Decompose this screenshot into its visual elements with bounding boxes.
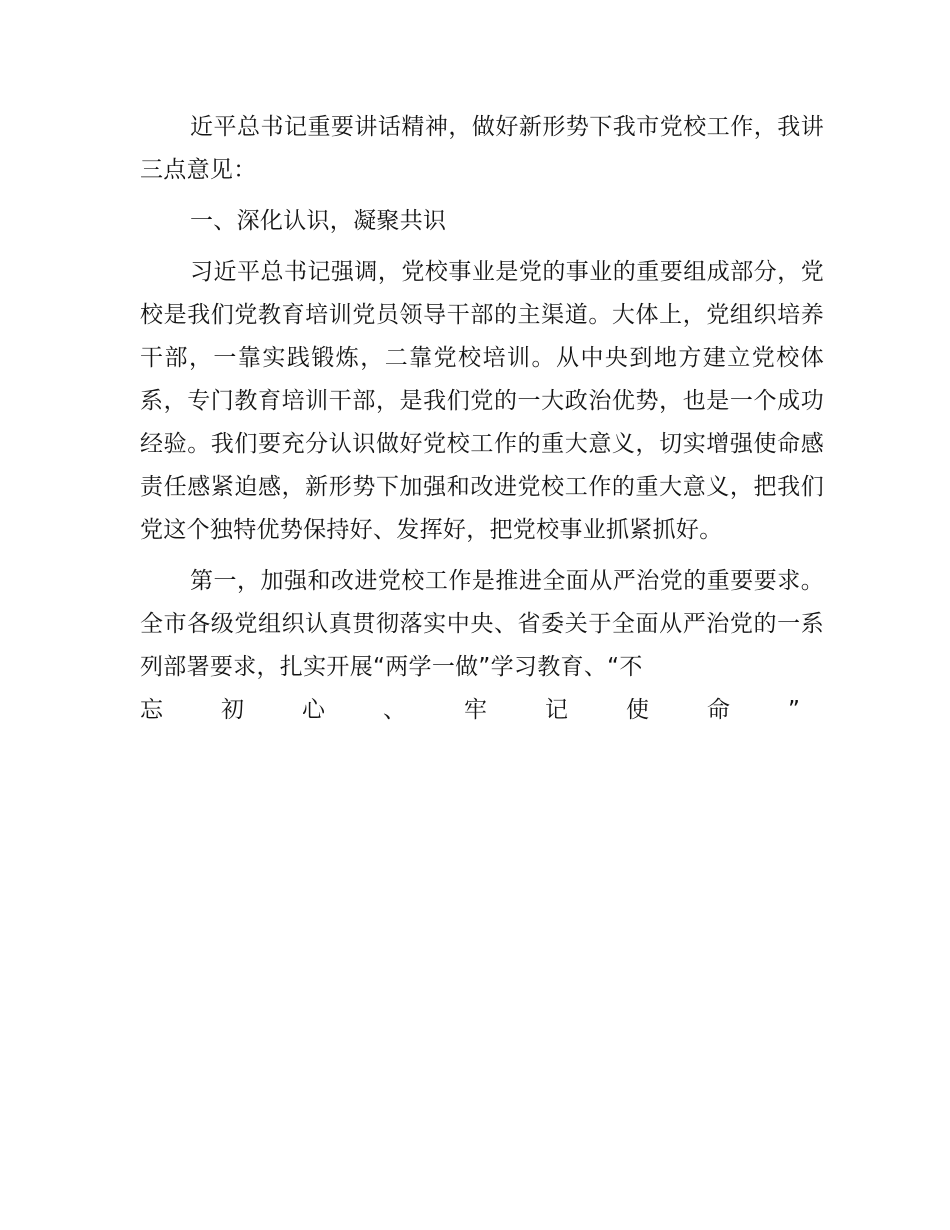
spread-char: 牢 <box>464 697 487 723</box>
section-heading: 一、深化认识，凝聚共识 <box>190 208 447 234</box>
justified-last-line <box>140 689 800 732</box>
paragraph-first-point: 第一，加强和改进党校工作是推进全面从严治党的重要要求。全市各级党组织认真贯彻落实中央、省委关于全面从严治党的一系列部署要求，扎实开展“两学一做”学习教育、“不 <box>140 568 824 680</box>
spread-char: 命 <box>707 697 730 723</box>
spread-char: 使 <box>626 697 649 723</box>
spread-char: 初 <box>221 697 244 723</box>
spread-char: 、 <box>383 697 406 723</box>
spread-char: ” <box>788 697 800 723</box>
paragraph-body: 习近平总书记强调，党校事业是党的事业的重要组成部分，党校是我们党教育培训党员领导干部的主渠道。大体上，党组织培养干部，一靠实践锻炼，二靠党校培训。从中央到地方建立党校体系，专门教育培训干部，是我们党的一大政治优势，也是一个成功经验。我们要充分认识做好党校工作的重大意义，切实增强使命感责任感紧迫感，新形势下加强和改进党校工作的重大意义，把我们党这个独特优势保持好、发挥好，把党校事业抓紧抓好。 <box>140 259 824 543</box>
document-body <box>140 106 824 732</box>
spread-char: 忘 <box>140 697 163 723</box>
paragraph-intro: 近平总书记重要讲话精神，做好新形势下我市党校工作，我讲三点意见： <box>140 114 824 183</box>
spread-char: 记 <box>545 697 568 723</box>
spread-char: 心 <box>302 697 325 723</box>
